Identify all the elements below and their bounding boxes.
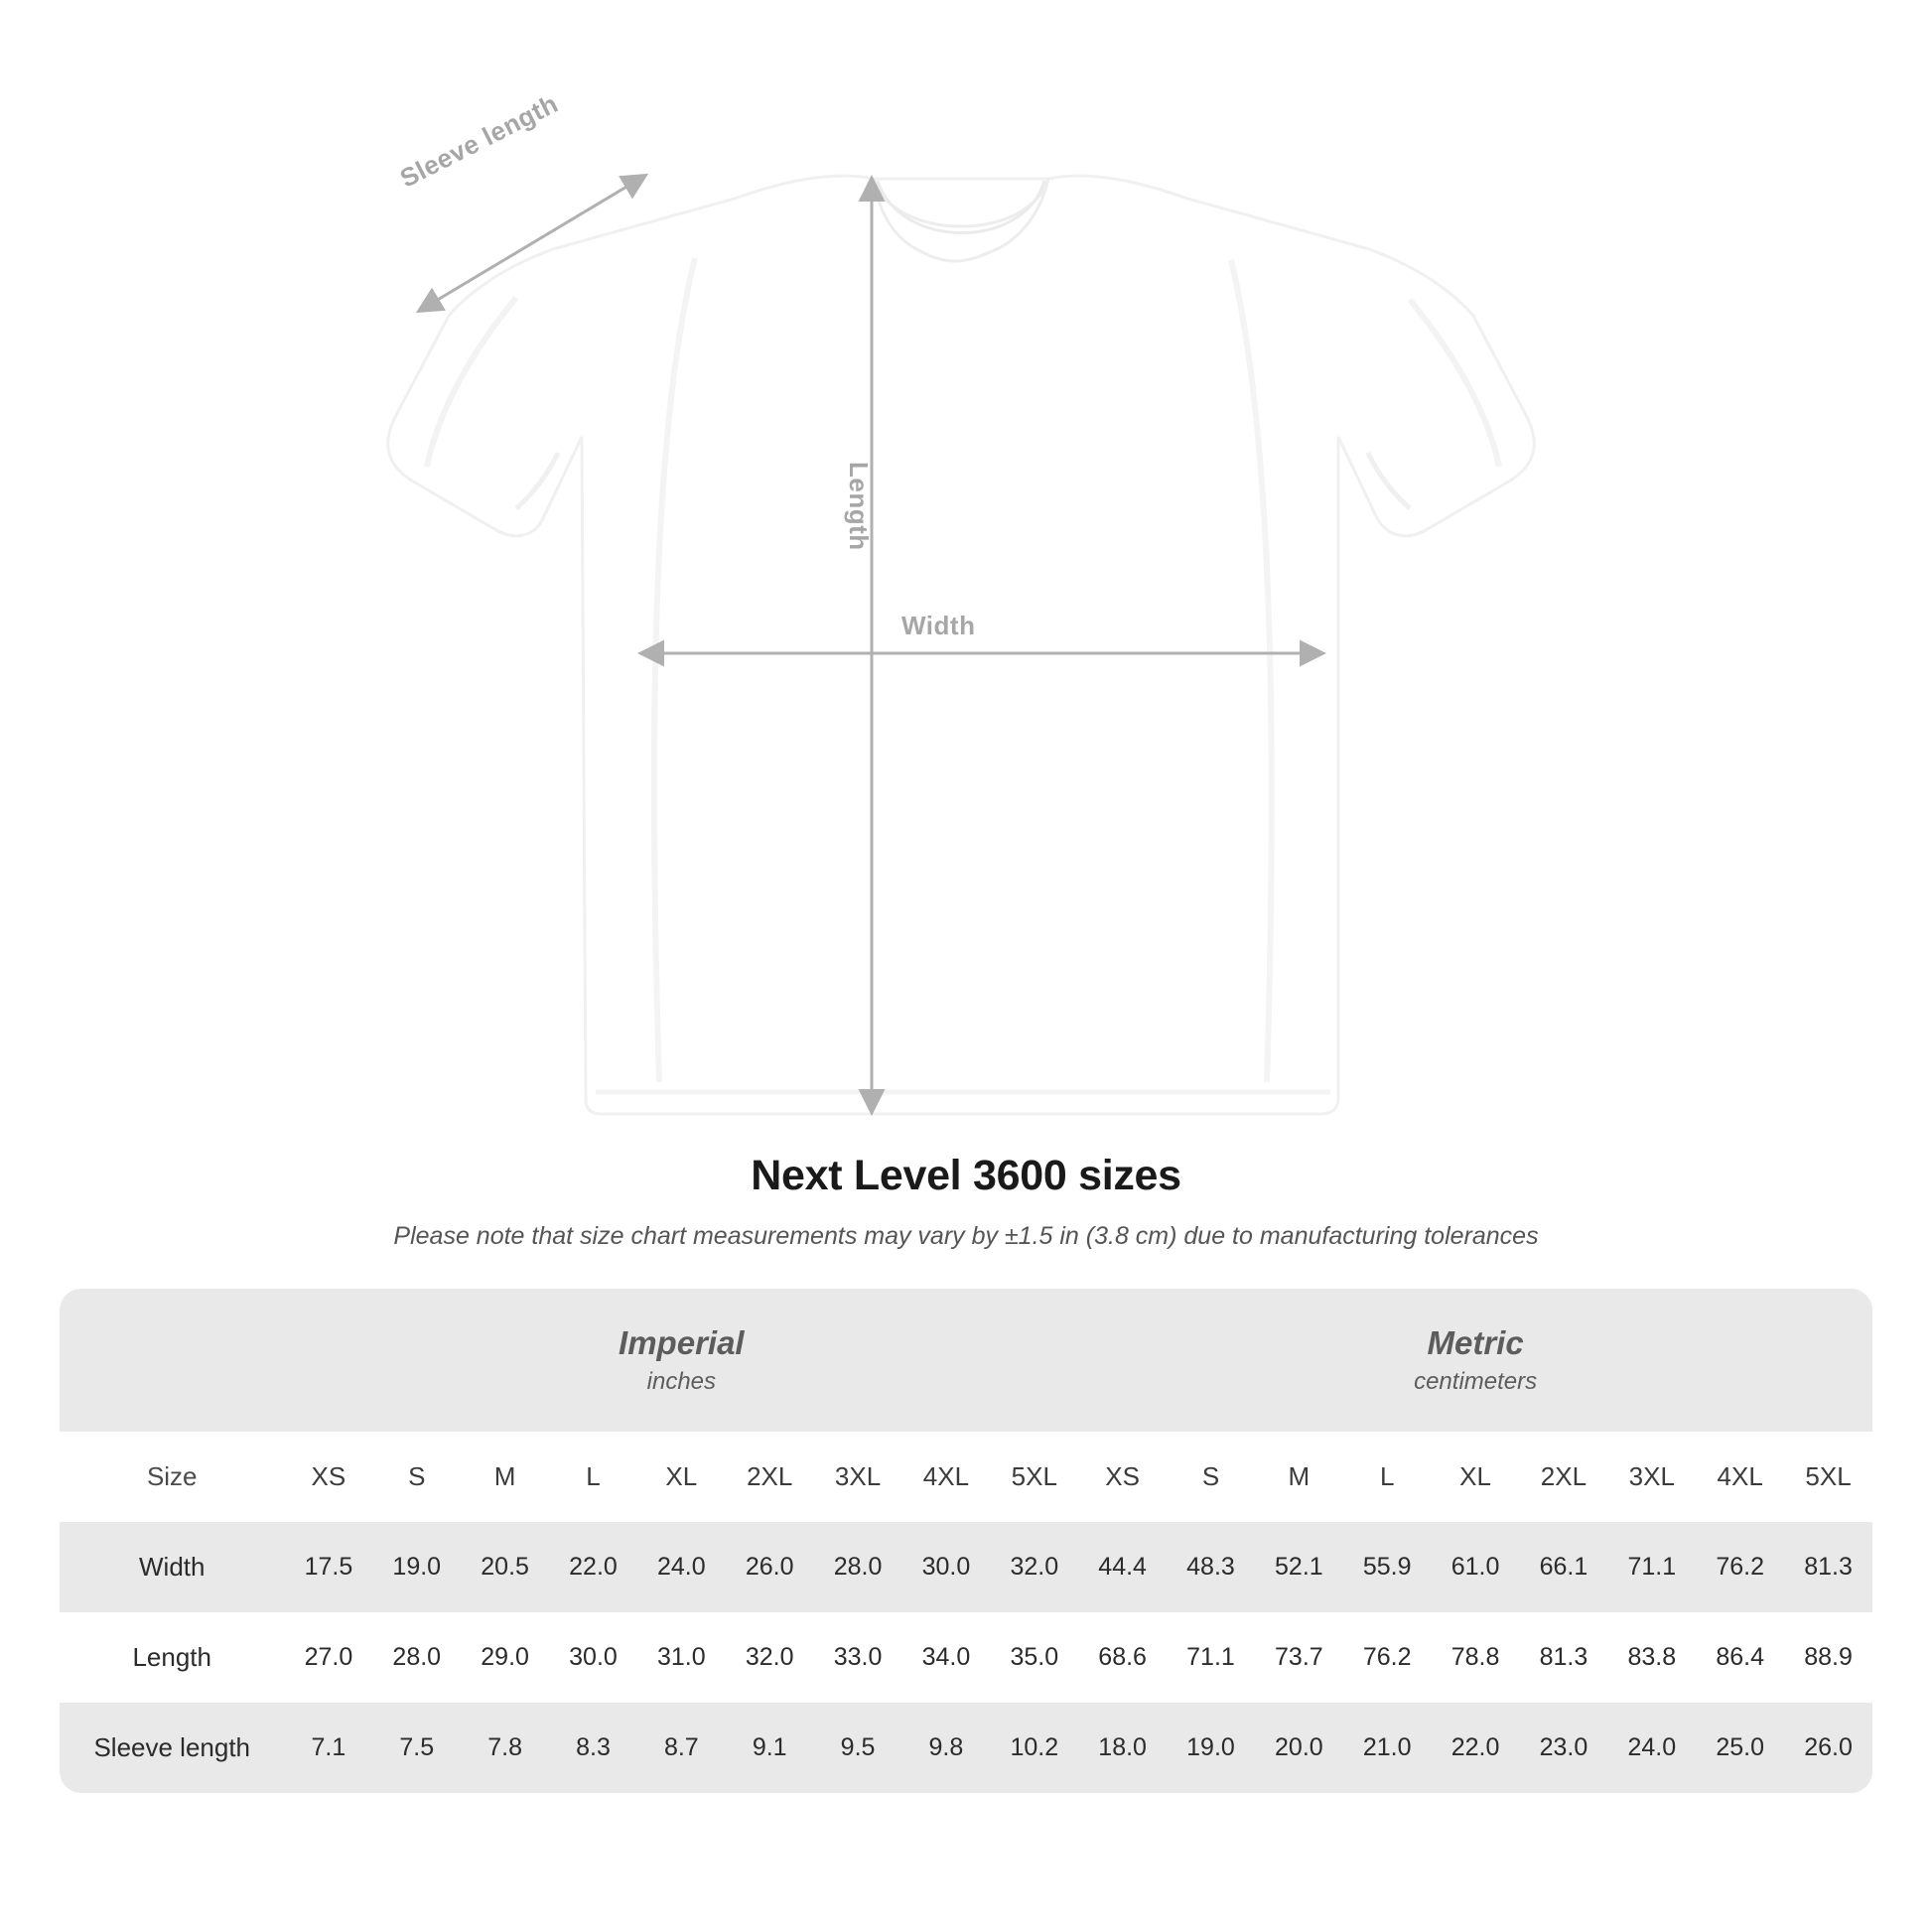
cell-length-imperial-xs: 27.0: [284, 1612, 372, 1703]
cell-length-imperial-3xl: 33.0: [814, 1612, 902, 1703]
size-header-metric-xl: XL: [1432, 1432, 1520, 1522]
cell-sleeve-metric-4xl: 25.0: [1696, 1703, 1784, 1793]
cell-sleeve-imperial-l: 8.3: [549, 1703, 637, 1793]
cell-length-metric-xs: 68.6: [1078, 1612, 1167, 1703]
table-row: [60, 1522, 1872, 1612]
size-header-label: Size: [60, 1432, 284, 1522]
cell-width-metric-5xl: 81.3: [1784, 1522, 1872, 1612]
size-header-imperial-s: S: [372, 1432, 461, 1522]
cell-sleeve-metric-2xl: 23.0: [1520, 1703, 1608, 1793]
row-label-width: Width: [60, 1522, 284, 1612]
cell-width-metric-xs: 44.4: [1078, 1522, 1167, 1612]
unit-header-row: [60, 1289, 1872, 1432]
cell-length-imperial-xl: 31.0: [637, 1612, 726, 1703]
cell-sleeve-metric-m: 20.0: [1255, 1703, 1343, 1793]
cell-sleeve-metric-5xl: 26.0: [1784, 1703, 1872, 1793]
cell-length-imperial-m: 29.0: [461, 1612, 549, 1703]
size-header-metric-xs: XS: [1078, 1432, 1167, 1522]
size-header-imperial-3xl: 3XL: [814, 1432, 902, 1522]
cell-width-imperial-5xl: 32.0: [990, 1522, 1078, 1612]
cell-width-imperial-2xl: 26.0: [726, 1522, 814, 1612]
cell-length-metric-xl: 78.8: [1432, 1612, 1520, 1703]
size-header-row: [60, 1432, 1872, 1522]
cell-length-metric-3xl: 83.8: [1607, 1612, 1696, 1703]
row-label-sleeve-length: Sleeve length: [60, 1703, 284, 1793]
cell-width-imperial-xs: 17.5: [284, 1522, 372, 1612]
cell-length-metric-2xl: 81.3: [1520, 1612, 1608, 1703]
cell-width-imperial-3xl: 28.0: [814, 1522, 902, 1612]
tshirt-shape: [388, 176, 1535, 1114]
size-header-metric-l: L: [1343, 1432, 1432, 1522]
cell-sleeve-imperial-5xl: 10.2: [990, 1703, 1078, 1793]
cell-sleeve-imperial-xl: 8.7: [637, 1703, 726, 1793]
cell-width-metric-xl: 61.0: [1432, 1522, 1520, 1612]
size-header-metric-3xl: 3XL: [1607, 1432, 1696, 1522]
table-row: [60, 1612, 1872, 1703]
size-header-imperial-2xl: 2XL: [726, 1432, 814, 1522]
cell-width-metric-3xl: 71.1: [1607, 1522, 1696, 1612]
cell-width-metric-m: 52.1: [1255, 1522, 1343, 1612]
unit-name-metric: Metric: [1427, 1324, 1524, 1361]
page-title: Next Level 3600 sizes: [751, 1152, 1181, 1199]
unit-group-metric: [1078, 1289, 1872, 1432]
size-header-metric-4xl: 4XL: [1696, 1432, 1784, 1522]
size-header-metric-s: S: [1167, 1432, 1255, 1522]
size-header-imperial-l: L: [549, 1432, 637, 1522]
cell-sleeve-metric-xl: 22.0: [1432, 1703, 1520, 1793]
cell-width-imperial-xl: 24.0: [637, 1522, 726, 1612]
size-table-wrapper: [60, 1289, 1872, 1793]
cell-length-metric-s: 71.1: [1167, 1612, 1255, 1703]
cell-sleeve-imperial-m: 7.8: [461, 1703, 549, 1793]
cell-sleeve-imperial-4xl: 9.8: [901, 1703, 990, 1793]
tolerance-note: Please note that size chart measurements may vary by ±1.5 in (3.8 cm) due to manufacturing tolerances: [393, 1222, 1539, 1250]
size-header-imperial-5xl: 5XL: [990, 1432, 1078, 1522]
cell-width-metric-s: 48.3: [1167, 1522, 1255, 1612]
sleeve-length-label: Sleeve length: [395, 87, 563, 194]
cell-width-imperial-s: 19.0: [372, 1522, 461, 1612]
cell-length-metric-4xl: 86.4: [1696, 1612, 1784, 1703]
cell-length-imperial-4xl: 34.0: [901, 1612, 990, 1703]
cell-width-imperial-m: 20.5: [461, 1522, 549, 1612]
cell-length-imperial-2xl: 32.0: [726, 1612, 814, 1703]
cell-width-metric-2xl: 66.1: [1520, 1522, 1608, 1612]
cell-sleeve-imperial-s: 7.5: [372, 1703, 461, 1793]
cell-length-metric-l: 76.2: [1343, 1612, 1432, 1703]
cell-width-metric-l: 55.9: [1343, 1522, 1432, 1612]
cell-width-imperial-4xl: 30.0: [901, 1522, 990, 1612]
size-header-imperial-xl: XL: [637, 1432, 726, 1522]
cell-sleeve-imperial-3xl: 9.5: [814, 1703, 902, 1793]
width-label: Width: [901, 611, 976, 640]
cell-width-metric-4xl: 76.2: [1696, 1522, 1784, 1612]
cell-sleeve-metric-xs: 18.0: [1078, 1703, 1167, 1793]
unit-name-imperial: Imperial: [619, 1324, 745, 1361]
cell-sleeve-metric-3xl: 24.0: [1607, 1703, 1696, 1793]
cell-length-imperial-s: 28.0: [372, 1612, 461, 1703]
table-row: [60, 1703, 1872, 1793]
unit-header-spacer: [60, 1289, 284, 1432]
unit-sub-metric: centimeters: [1414, 1368, 1538, 1396]
cell-sleeve-metric-s: 19.0: [1167, 1703, 1255, 1793]
size-header-imperial-xs: XS: [284, 1432, 372, 1522]
size-header-metric-m: M: [1255, 1432, 1343, 1522]
size-header-metric-5xl: 5XL: [1784, 1432, 1872, 1522]
size-header-imperial-4xl: 4XL: [901, 1432, 990, 1522]
unit-group-imperial: [284, 1289, 1078, 1432]
size-header-metric-2xl: 2XL: [1520, 1432, 1608, 1522]
cell-sleeve-imperial-2xl: 9.1: [726, 1703, 814, 1793]
cell-length-metric-m: 73.7: [1255, 1612, 1343, 1703]
size-header-imperial-m: M: [461, 1432, 549, 1522]
cell-sleeve-metric-l: 21.0: [1343, 1703, 1432, 1793]
title-block: [0, 1152, 1932, 1251]
cell-width-imperial-l: 22.0: [549, 1522, 637, 1612]
row-label-length: Length: [60, 1612, 284, 1703]
length-label: Length: [844, 462, 874, 551]
size-table: [60, 1289, 1872, 1793]
cell-length-metric-5xl: 88.9: [1784, 1612, 1872, 1703]
unit-sub-imperial: inches: [646, 1368, 717, 1396]
cell-length-imperial-5xl: 35.0: [990, 1612, 1078, 1703]
cell-length-imperial-l: 30.0: [549, 1612, 637, 1703]
cell-sleeve-imperial-xs: 7.1: [284, 1703, 372, 1793]
